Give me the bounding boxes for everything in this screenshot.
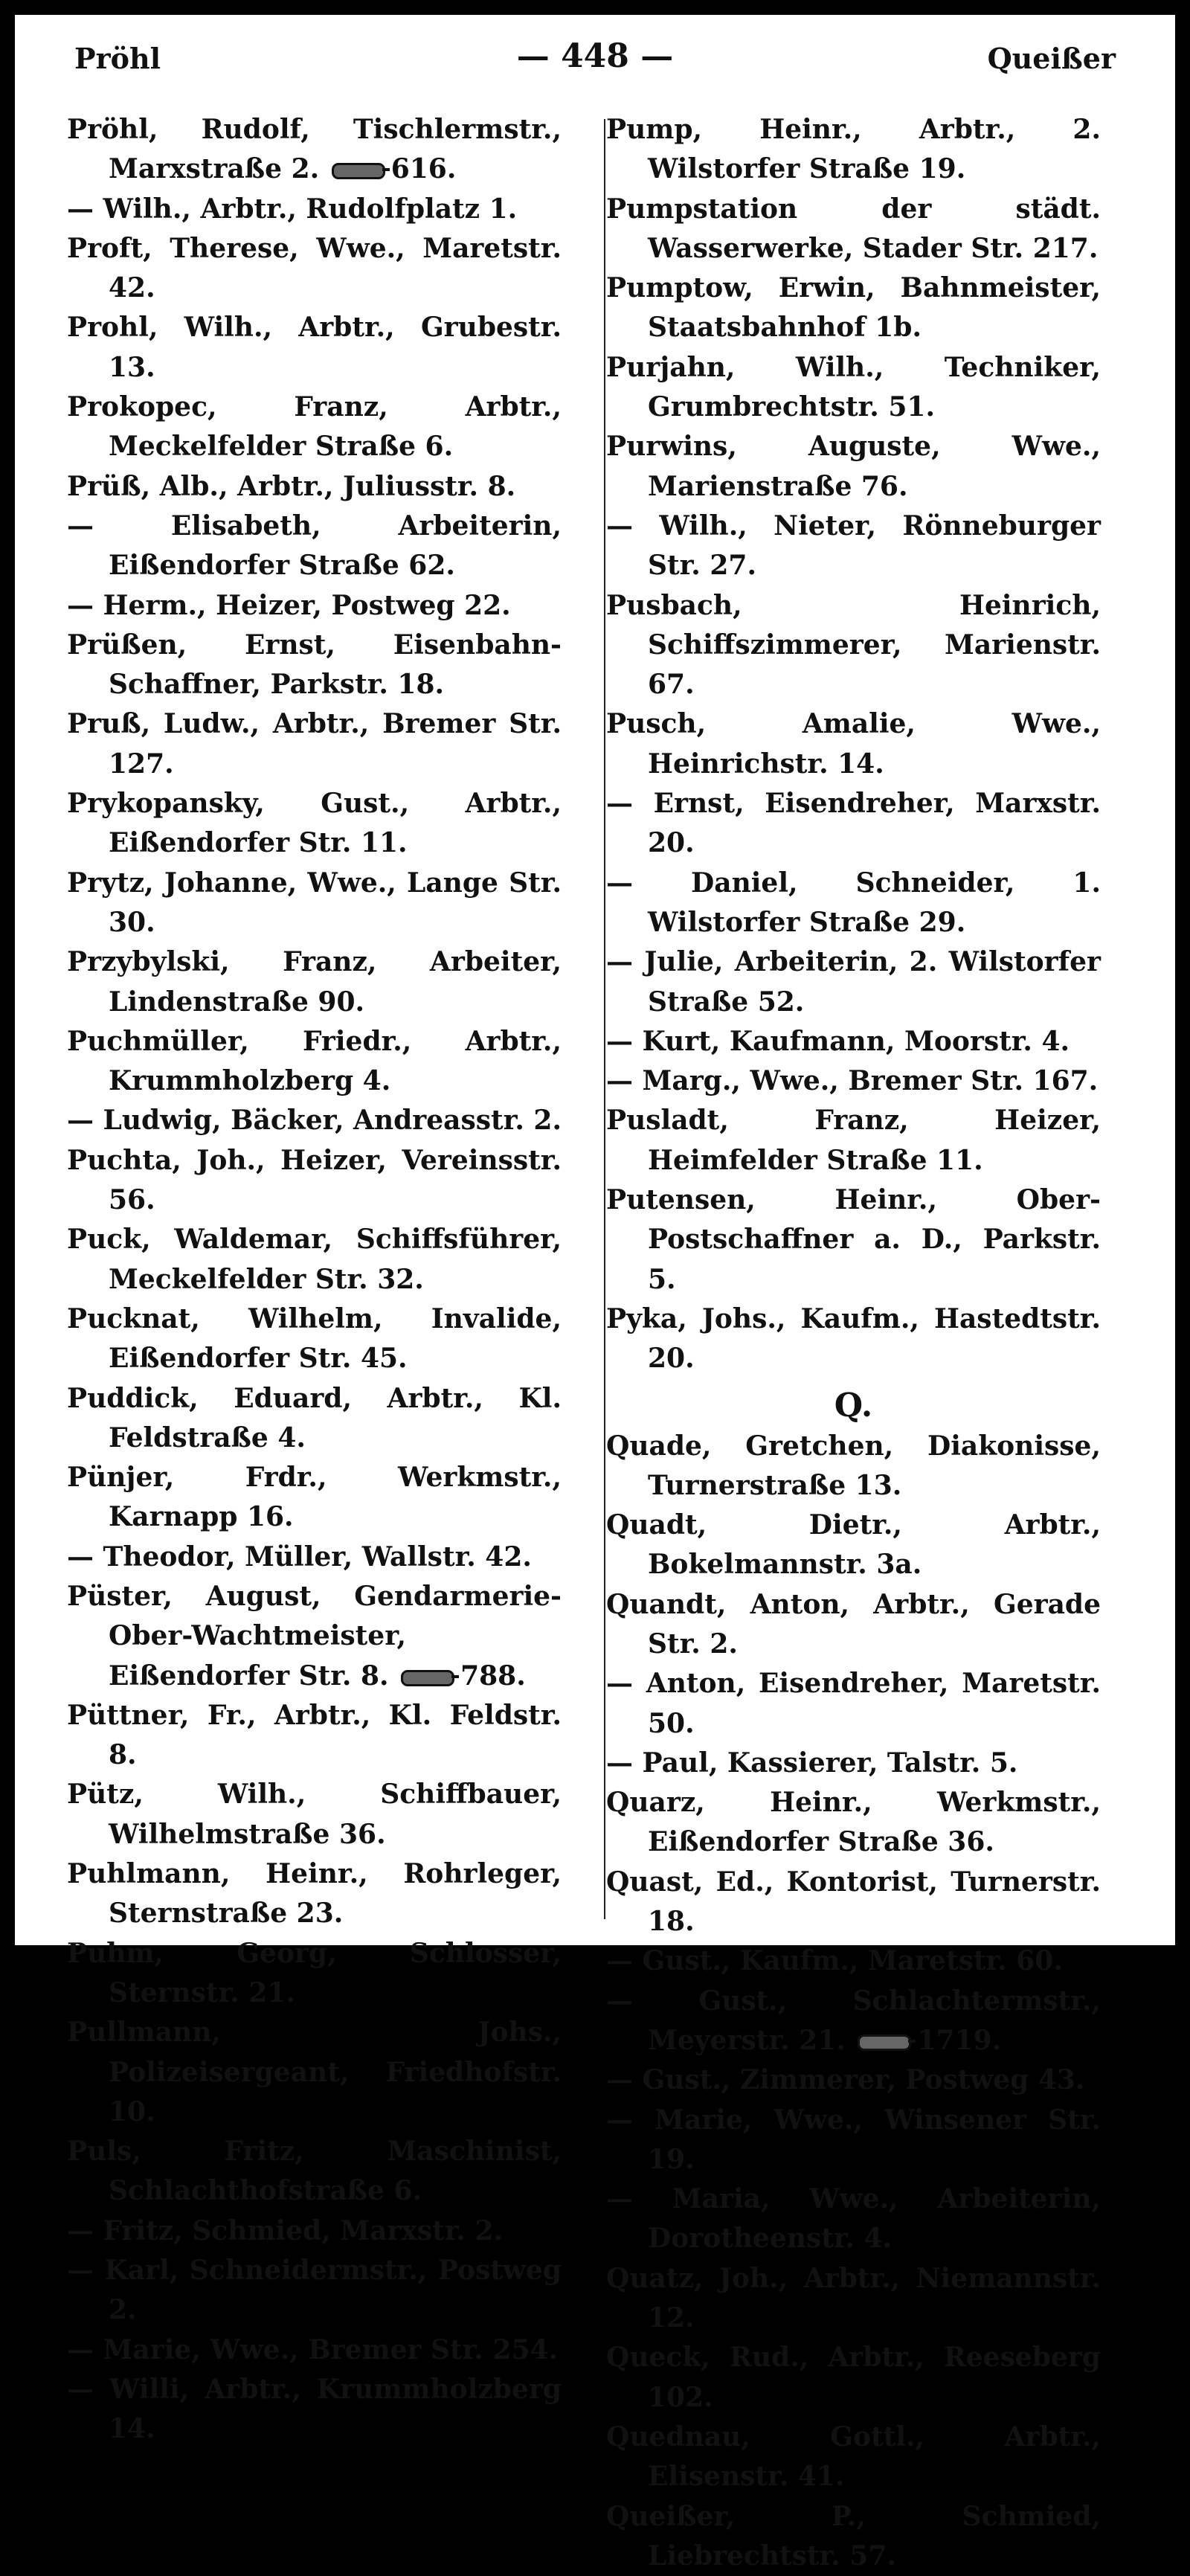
directory-entry: Pruß, Ludw., Arbtr., Bremer Str. 127.: [67, 708, 562, 780]
directory-entry: Pumptow, Erwin, Bahnmeister, Staatsbahnhof 1b.: [606, 272, 1101, 344]
directory-entry: — Herm., Heizer, Postweg 22.: [67, 589, 511, 621]
telephone-icon: [858, 2034, 911, 2051]
directory-entry: — Gust., Zimmerer, Postweg 43.: [606, 2064, 1085, 2096]
directory-entry: Pusch, Amalie, Wwe., Heinrichstr. 14.: [606, 708, 1101, 780]
right-column: [606, 110, 1101, 2576]
header-right-keyword: Queißer: [987, 42, 1116, 75]
directory-entry: — Maria, Wwe., Arbeiterin, Dorotheenstr. 4.: [606, 2183, 1101, 2255]
directory-entry: Pullmann, Johs., Polizeisergeant, Friedhofstr. 10.: [67, 2017, 562, 2127]
directory-entry: Pyka, Johs., Kaufm., Hastedtstr. 20.: [606, 1303, 1101, 1375]
directory-entry: — Elisabeth, Arbeiterin, Eißendorfer Straße 62.: [67, 510, 562, 582]
directory-entry: — Julie, Arbeiterin, 2. Wilstorfer Straße 52.: [606, 946, 1101, 1018]
directory-entry: Prohl, Wilh., Arbtr., Grubestr. 13.: [67, 312, 562, 383]
directory-entry: — Karl, Schneidermstr., Postweg 2.: [67, 2255, 562, 2326]
directory-entry: — Willi, Arbtr., Krummholzberg 14.: [67, 2373, 562, 2445]
directory-entry: Queck, Rud., Arbtr., Reeseberg 102.: [606, 2342, 1101, 2413]
directory-entry: Pröhl, Rudolf, Tischlermstr., Marxstraße 2. 616.: [67, 114, 562, 185]
directory-entry: Puhm, Georg, Schlosser, Sternstr. 21.: [67, 1937, 562, 2008]
directory-entry: Pumpstation der städt. Wasserwerke, Stader Str. 217.: [606, 193, 1101, 264]
directory-entry: Putensen, Heinr., Ober-Postschaffner a. D., Parkstr. 5.: [606, 1184, 1101, 1295]
directory-entry: — Marie, Wwe., Bremer Str. 254.: [67, 2334, 559, 2365]
directory-page: [15, 15, 1175, 2572]
directory-entry: Purwins, Auguste, Wwe., Marienstraße 76.: [606, 431, 1101, 502]
directory-entry: Puchta, Joh., Heizer, Vereinsstr. 56.: [67, 1144, 562, 1216]
directory-entry: — Gust., Schlachtermstr., Meyerstr. 21. 1719.: [606, 1985, 1101, 2056]
directory-entry: Pütz, Wilh., Schiffbauer, Wilhelmstraße 36.: [67, 1779, 562, 1850]
directory-entry: Quadt, Dietr., Arbtr., Bokelmannstr. 3a.: [606, 1509, 1101, 1581]
directory-entry: — Gust., Kaufm., Maretstr. 60.: [606, 1945, 1063, 1977]
directory-entry: Puhlmann, Heinr., Rohrleger, Sternstraße 23.: [67, 1858, 562, 1930]
directory-entry: Queißer, P., Schmied, Liebrechtstr. 57.: [606, 2500, 1101, 2572]
page-number: — 448 —: [516, 37, 674, 75]
section-letter: Q.: [834, 1386, 873, 1424]
directory-entry: Quednau, Gottl., Arbtr., Elisenstr. 41.: [606, 2421, 1101, 2493]
directory-entry: Prykopansky, Gust., Arbtr., Eißendorfer Str. 11.: [67, 788, 562, 859]
directory-entry: Prytz, Johanne, Wwe., Lange Str. 30.: [67, 867, 562, 938]
directory-entry: — Ernst, Eisendreher, Marxstr. 20.: [606, 788, 1101, 859]
directory-entry: Puck, Waldemar, Schiffsführer, Meckelfelder Str. 32.: [67, 1224, 562, 1295]
directory-entry: Puls, Fritz, Maschinist, Schlachthofstraße 6.: [67, 2136, 562, 2207]
directory-entry: Puchmüller, Friedr., Arbtr., Krummholzberg 4.: [67, 1025, 562, 1097]
directory-entry: Quandt, Anton, Arbtr., Gerade Str. 2.: [606, 1588, 1101, 1660]
directory-entry: Pump, Heinr., Arbtr., 2. Wilstorfer Straße 19.: [606, 114, 1101, 185]
directory-entry: — Theodor, Müller, Wallstr. 42.: [67, 1541, 532, 1573]
directory-entry: Quatz, Joh., Arbtr., Niemannstr. 12.: [606, 2262, 1101, 2334]
directory-entry: Proft, Therese, Wwe., Maretstr. 42.: [67, 232, 562, 304]
directory-entry: Purjahn, Wilh., Techniker, Grumbrechtstr. 51.: [606, 351, 1101, 423]
telephone-icon: [332, 163, 385, 179]
directory-entry: Pusladt, Franz, Heizer, Heimfelder Straße 11.: [606, 1105, 1101, 1176]
directory-entry: — Daniel, Schneider, 1. Wilstorfer Straße 29.: [606, 867, 1101, 938]
directory-entry: — Marg., Wwe., Bremer Str. 167.: [606, 1065, 1099, 1097]
directory-entry: — Ludwig, Bäcker, Andreasstr. 2.: [67, 1105, 562, 1137]
directory-entry: Quade, Gretchen, Diakonisse, Turnerstraße 13.: [606, 1430, 1101, 1501]
directory-entry: — Wilh., Arbtr., Rudolfplatz 1.: [67, 193, 518, 225]
left-column: [67, 110, 562, 2450]
directory-entry: Quarz, Heinr., Werkmstr., Eißendorfer Straße 36.: [606, 1787, 1101, 1858]
directory-entry: Prüß, Alb., Arbtr., Juliusstr. 8.: [67, 470, 516, 502]
page-header: [74, 37, 1116, 85]
directory-entry: Przybylski, Franz, Arbeiter, Lindenstraße 90.: [67, 946, 562, 1018]
directory-entry: Prokopec, Franz, Arbtr., Meckelfelder Straße 6.: [67, 391, 562, 463]
directory-entry: — Paul, Kassierer, Talstr. 5.: [606, 1747, 1018, 1779]
directory-entry: Prüßen, Ernst, Eisenbahn-Schaffner, Parkstr. 18.: [67, 629, 562, 701]
directory-entry: — Fritz, Schmied, Marxstr. 2.: [67, 2214, 504, 2246]
directory-entry: — Anton, Eisendreher, Maretstr. 50.: [606, 1668, 1101, 1739]
header-left-keyword: Pröhl: [74, 42, 161, 75]
telephone-icon: [401, 1670, 454, 1686]
directory-entry: Pucknat, Wilhelm, Invalide, Eißendorfer Str. 45.: [67, 1303, 562, 1375]
directory-entry: Puddick, Eduard, Arbtr., Kl. Feldstraße 4.: [67, 1382, 562, 1454]
directory-entry: Pünjer, Frdr., Werkmstr., Karnapp 16.: [67, 1462, 562, 1533]
directory-entry: Püttner, Fr., Arbtr., Kl. Feldstr. 8.: [67, 1699, 562, 1771]
directory-entry: Püster, August, Gendarmerie-Ober-Wachtmeister, Eißendorfer Str. 8. 788.: [67, 1580, 562, 1692]
column-divider: [604, 119, 605, 1919]
directory-entry: — Kurt, Kaufmann, Moorstr. 4.: [606, 1025, 1070, 1057]
directory-entry: Quast, Ed., Kontorist, Turnerstr. 18.: [606, 1866, 1101, 1938]
directory-entry: Pusbach, Heinrich, Schiffszimmerer, Marienstr. 67.: [606, 589, 1101, 701]
directory-entry: — Marie, Wwe., Winsener Str. 19.: [606, 2104, 1101, 2175]
directory-entry: — Wilh., Nieter, Rönneburger Str. 27.: [606, 510, 1101, 582]
